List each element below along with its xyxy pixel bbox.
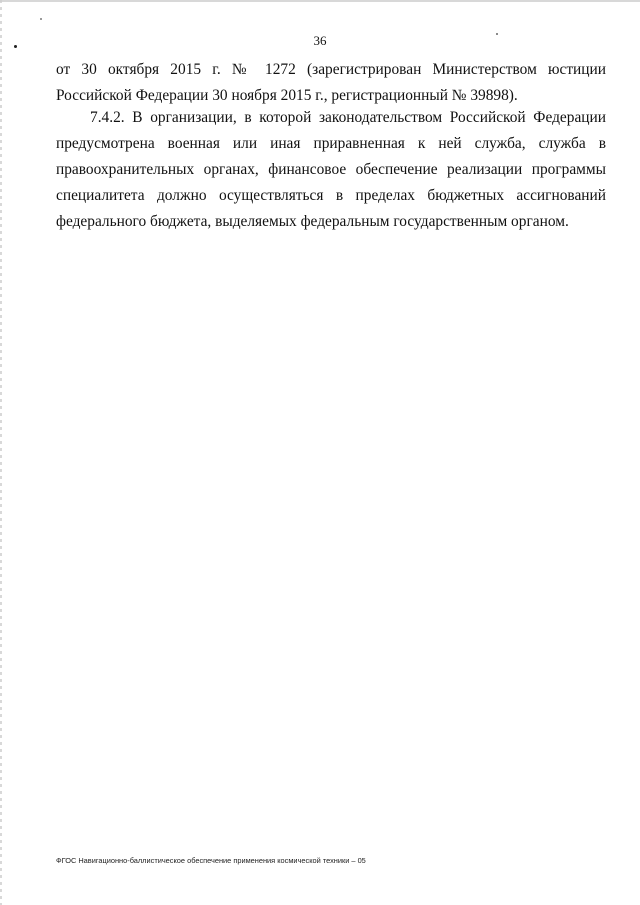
document-footer: ФГОС Навигационно-баллистическое обеспечение применения космической техники – 05 [56,856,366,865]
paragraph-continuation: от 30 октября 2015 г. № 1272 (зарегистрирован Министерством юстиции Российской Федерации 30 ноября 2015 г., регистрационный № 39898). [56,61,606,104]
scan-speck [40,18,42,20]
paragraph-7-4-2: 7.4.2. В организации, в которой законодательством Российской Федерации предусмотрена военная или иная приравненная к ней служба, служба в правоохранительных органах, финансовое обеспечение реализации программы специалитета должно осуществляться в пределах бюджетных ассигнований федерального бюджета, выделяемых федеральным государственным органом. [56,109,606,230]
scan-edge-left [0,0,2,905]
scan-edge-top [0,0,640,2]
page-number: 36 [313,33,327,48]
